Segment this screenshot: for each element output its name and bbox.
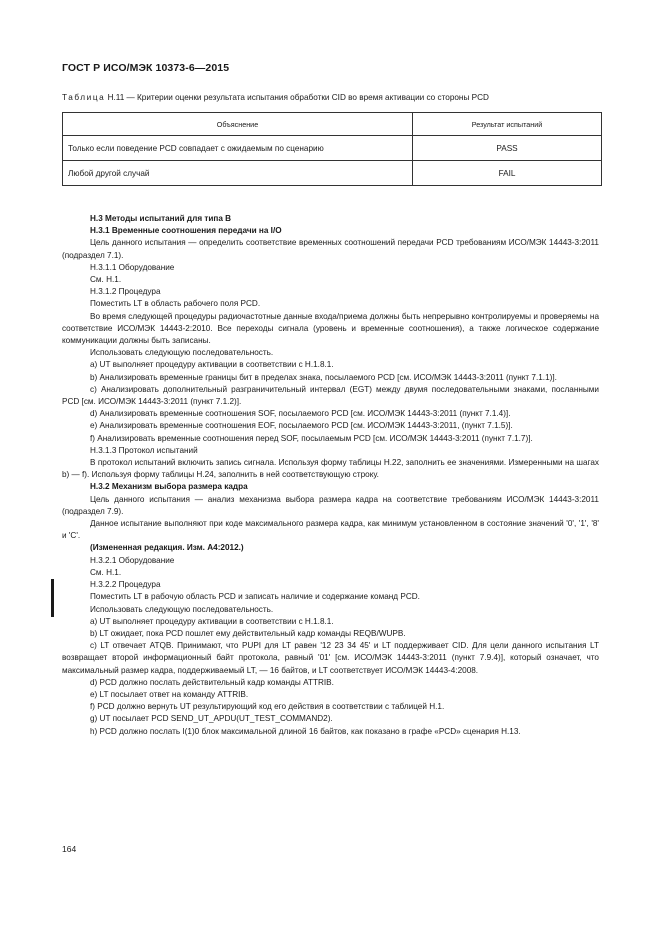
paragraph: H.3.2.1 Оборудование (90, 555, 175, 565)
paragraph: Данное испытание выполняют при коде максимального размера кадра, как минимум установленном в состояние значений '0', '1', '8' и 'C'. (62, 519, 599, 541)
list-item: h) PCD должно послать I(1)0 блок максимальной длиной 16 байтов, как показано в графе «PCD» сценария H.13. (90, 726, 521, 736)
header-result: Результат испытаний (413, 113, 602, 136)
cell-result: FAIL (413, 161, 602, 186)
table-caption-text: H.11 — Критерии оценки результата испытания обработки CID во время активации со стороны PCD (107, 93, 489, 102)
paragraph: См. H.1. (90, 567, 122, 577)
list-item: e) Анализировать временные соотношения EOF, посылаемого PCD [см. ИСО/МЭК 14443-3:2011, (пункт 7.1.5)]. (90, 421, 513, 431)
paragraph: Цель данного испытания — определить соответствие временных соотношений передачи PCD требованиям ИСО/МЭК 14443-3:2011 (подраздел 7.1). (62, 238, 599, 260)
paragraph: Использовать следующую последовательность. (90, 604, 274, 614)
paragraph: H.3.1.1 Оборудование (90, 262, 175, 272)
criteria-table (62, 112, 602, 186)
page-number: 164 (62, 844, 77, 854)
paragraph: H.3.1.2 Процедура (90, 287, 161, 297)
paragraph: H.3.1.3 Протокол испытаний (90, 445, 198, 455)
table-caption (62, 93, 602, 102)
table-header-row (63, 113, 602, 136)
list-item: b) Анализировать временные границы бит в пределах знака, посылаемого PCD [см. ИСО/МЭК 14443-3:2011 (пункт 7.1.1)]. (90, 372, 557, 382)
list-item: a) UT выполняет процедуру активации в соответствии с H.1.8.1. (90, 360, 334, 370)
subsection-heading: H.3.1 Временные соотношения передачи на I/O (90, 226, 282, 236)
paragraph: Использовать следующую последовательность. (90, 348, 274, 358)
cell-explanation: Любой другой случай (63, 161, 413, 186)
paragraph: H.3.2.2 Процедура (90, 580, 161, 590)
list-item: e) LT посылает ответ на команду ATTRIB. (90, 689, 249, 699)
paragraph: В протокол испытаний включить запись сигнала. Используя форму таблицы H.22, заполнить ее значениями. Измеренными на шагах b) — f). Используя форму таблицы H.24, заполнить в ней соответствующую строку. (62, 458, 599, 480)
amendment-note: (Измененная редакция. Изм. А4:2012.) (90, 543, 244, 553)
list-item: c) LT отвечает ATQB. Принимают, что PUPI для LT равен '12 23 34 45' и LT поддерживает CID. Для цели данного испытания LT возвращает второй информационный байт протокола, равный '01' [см. ИСО/МЭК 14443-3:2011 (пункт 7.9.4)], который означает, что максимальный размер кадра, поддерживаемый LT, — 16 байтов, и LT соответствует ИСО/МЭК 14443-4:2008. (62, 641, 599, 675)
table-row (63, 136, 602, 161)
list-item: b) LT ожидает, пока PCD пошлет ему действительный кадр команды REQB/WUPB. (90, 628, 406, 638)
list-item: f) PCD должно вернуть UT результирующий код его действия в соответствии с таблицей H.1. (90, 702, 445, 712)
change-bar (51, 579, 54, 617)
list-item: f) Анализировать временные соотношения перед SOF, посылаемым PCD [см. ИСО/МЭК 14443-3:2011 (пункт 7.1.7)]. (90, 433, 533, 443)
list-item: d) PCD должно послать действительный кадр команды ATTRIB. (90, 677, 334, 687)
subsection-heading: H.3.2 Механизм выбора размера кадра (90, 482, 248, 492)
list-item: d) Анализировать временные соотношения SOF, посылаемого PCD [см. ИСО/МЭК 14443-3:2011 (пункт 7.1.4)]. (90, 409, 511, 419)
list-item: g) UT посылает PCD SEND_UT_APDU(UT_TEST_COMMAND2). (90, 714, 333, 724)
cell-explanation: Только если поведение PCD совпадает с ожидаемым по сценарию (63, 136, 413, 161)
paragraph: Поместить LT в область рабочего поля PCD. (90, 299, 261, 309)
document-header: ГОСТ Р ИСО/МЭК 10373-6—2015 (62, 62, 230, 74)
paragraph: Во время следующей процедуры радиочастотные данные входа/приема должны быть непрерывно контролируемы и проверяемы на соответствие ИСО/МЭК 14443-2:2010. Все переходы сигнала (уровень и временные соотношения), а также логическое содержание коммуникации должны быть записаны. (62, 311, 599, 346)
paragraph: Цель данного испытания — анализ механизма выбора размера кадра на соответствие требованиям ИСО/МЭК 14443-3:2011 (подраздел 7.9). (62, 494, 599, 516)
section-heading: H.3 Методы испытаний для типа B (90, 214, 232, 223)
table-row (63, 161, 602, 186)
list-item: a) UT выполняет процедуру активации в соответствии с H.1.8.1. (90, 616, 334, 626)
paragraph: Поместить LT в рабочую область PCD и записать наличие и содержание команд PCD. (90, 592, 420, 602)
header-explanation: Объяснение (63, 113, 413, 136)
list-item: c) Анализировать дополнительный разграничительный интервал (EGT) между двумя последовательными знаками, посланными PCD [см. ИСО/МЭК 14443-3:2011 (пункт 7.1.2)]. (62, 384, 599, 407)
paragraph: См. H.1. (90, 275, 122, 285)
body-text (62, 213, 599, 738)
cell-result: PASS (413, 136, 602, 161)
table-caption-label: Таблица (62, 93, 106, 102)
